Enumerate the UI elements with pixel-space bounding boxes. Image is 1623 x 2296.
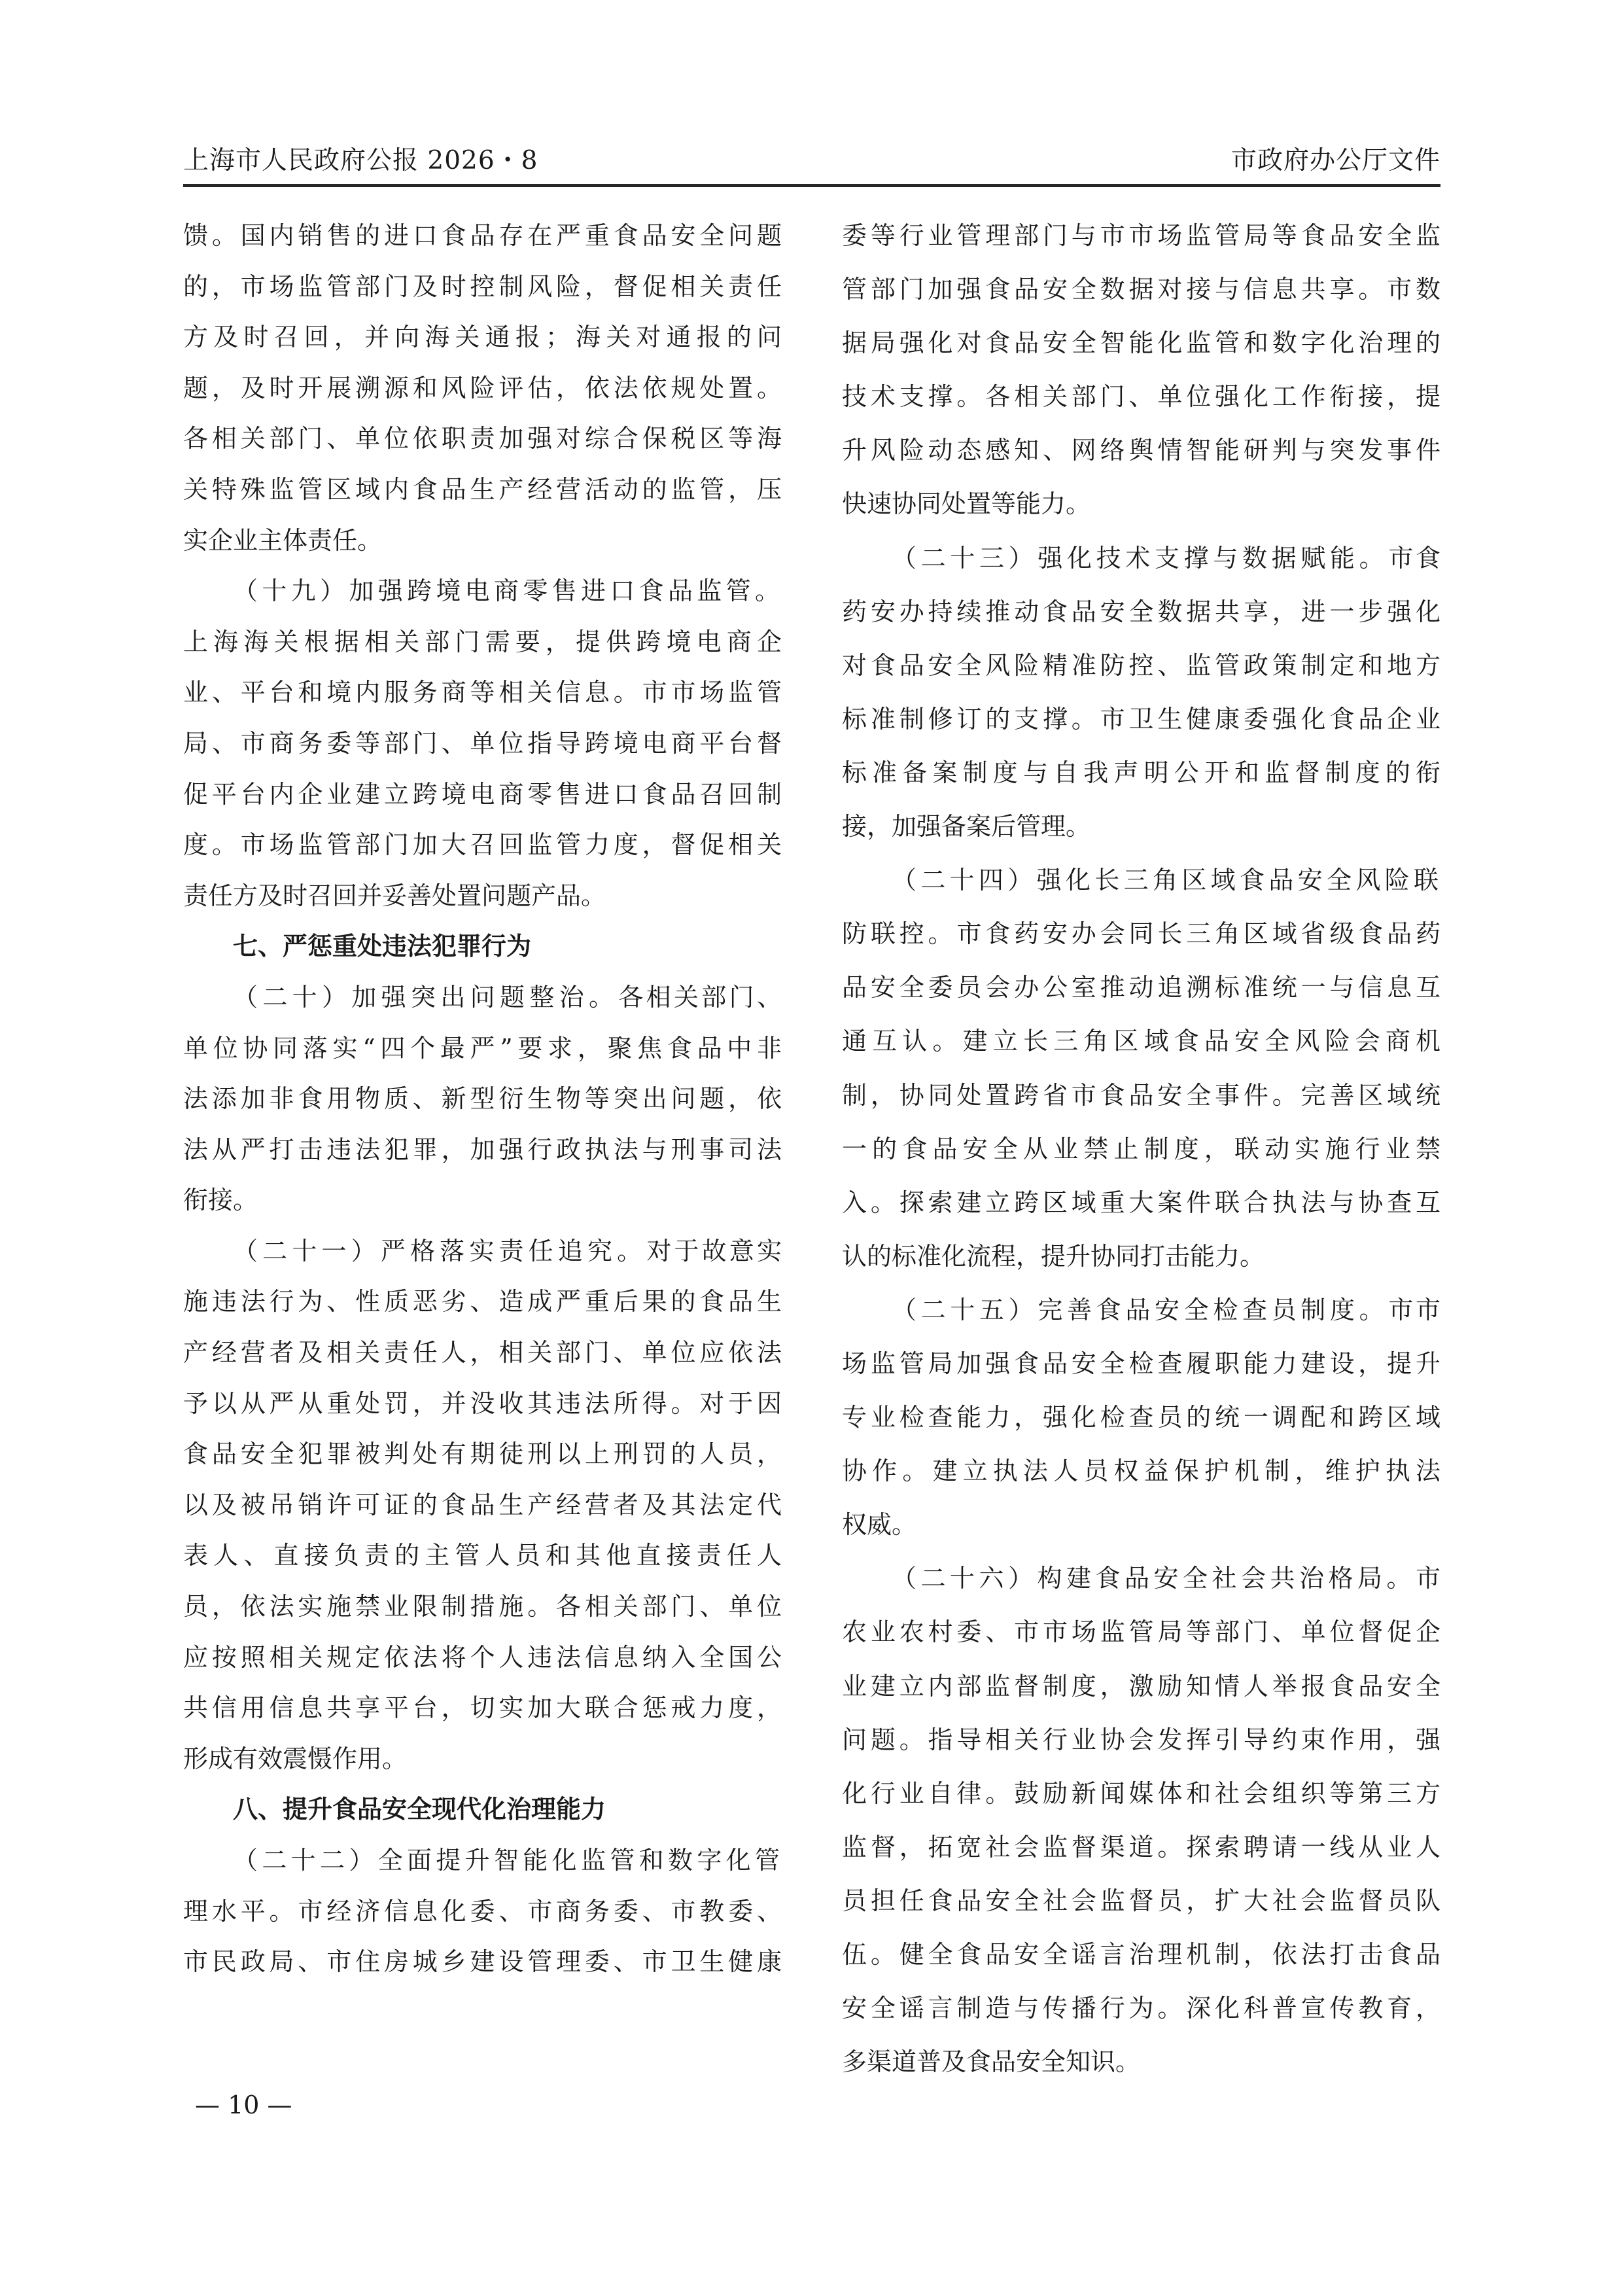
text-line: 技术支撑。各相关部门、单位强化工作衔接，提 (842, 382, 1440, 412)
text-line: 对食品安全风险精准防控、监管政策制定和地方 (842, 650, 1440, 680)
item-title-rest: 市食 (1388, 543, 1440, 573)
text-line: 专业检查能力，强化检查员的统一调配和跨区域 (842, 1403, 1440, 1432)
text-line: 理水平。市经济信息化委、市商务委、市教委、 (183, 1896, 782, 1926)
text-line: 馈。国内销售的进口食品存在严重食品安全问题 (183, 221, 782, 250)
text-line: 以及被吊销许可证的食品生产经营者及其法定代 (183, 1490, 782, 1519)
text-line: 度。市场监管部门加大召回监管力度，督促相关 (183, 830, 782, 860)
running-header (183, 140, 1440, 173)
text-line: 权威。 (842, 1510, 917, 1540)
item-title: （二十五）完善食品安全检查员制度。 (892, 1295, 1389, 1324)
paragraph (183, 216, 782, 571)
text-line: 据局强化对食品安全智能化监管和数字化治理的 (842, 328, 1440, 358)
item-first-line (183, 978, 782, 1029)
item-title: （二十三）强化技术支撑与数据赋能。 (892, 543, 1389, 573)
left-column (183, 216, 782, 1993)
text-line: 法从严打击违法犯罪，加强行政执法与刑事司法 (183, 1135, 782, 1164)
item-title-rest: 对于故意实 (646, 1236, 782, 1265)
text-line: 局、市商务委等部门、单位指导跨境电商平台督 (183, 728, 782, 758)
text-line: 市民政局、市住房城乡建设管理委、市卫生健康 (183, 1947, 782, 1977)
text-line: 各相关部门、单位依职责加强对综合保税区等海 (183, 424, 782, 453)
text-line: 升风险动态感知、网络舆情智能研判与突发事件 (842, 436, 1440, 465)
text-line: 药安办持续推动食品安全数据共享，进一步强化 (842, 597, 1440, 626)
paragraph (842, 1290, 1440, 1559)
section-heading-block (183, 927, 782, 978)
text-line: 法添加非食用物质、新型衍生物等突出问题，依 (183, 1084, 782, 1114)
text-line: 方及时召回，并向海关通报；海关对通报的问 (183, 323, 782, 352)
text-line: 予以从严从重处罚，并没收其违法所得。对于因 (183, 1388, 782, 1418)
text-line: 促平台内企业建立跨境电商零售进口食品召回制 (183, 779, 782, 809)
text-line: 应按照相关规定依法将个人违法信息纳入全国公 (183, 1642, 782, 1672)
text-line: 品安全委员会办公室推动追溯标准统一与信息互 (842, 973, 1440, 1002)
text-line: 标准制修订的支撑。市卫生健康委强化食品企业 (842, 704, 1440, 733)
paragraph (183, 571, 782, 927)
item-first-line (842, 1559, 1440, 1612)
item-title: （十九）加强跨境电商零售进口食品监管。 (233, 576, 782, 606)
text-line: 食品安全犯罪被判处有期徒刑以上刑罚的人员， (183, 1439, 782, 1469)
paragraph (183, 1841, 782, 1993)
text-line: 题，及时开展溯源和风险评估，依法依规处置。 (183, 373, 782, 402)
text-line: 农业农村委、市市场监管局等部门、单位督促企 (842, 1617, 1440, 1647)
item-first-line (842, 860, 1440, 914)
text-line: 接，加强备案后管理。 (842, 812, 1091, 841)
paragraph (842, 216, 1440, 539)
text-line: 业、平台和境内服务商等相关信息。市市场监管 (183, 678, 782, 707)
item-first-line (183, 1841, 782, 1892)
text-line: 通互认。建立长三角区域食品安全风险会商机 (842, 1027, 1440, 1056)
text-line: 认的标准化流程，提升协同打击能力。 (842, 1241, 1265, 1271)
text-line: 场监管局加强食品安全检查履职能力建设，提升 (842, 1349, 1440, 1378)
text-line: 伍。健全食品安全谣言治理机制，依法打击食品 (842, 1940, 1440, 1969)
text-line: 化行业自律。鼓励新闻媒体和社会组织等第三方 (842, 1778, 1440, 1808)
page-number: — 10 — (195, 2091, 292, 2119)
text-line: 快速协同处置等能力。 (842, 489, 1091, 519)
text-line: 一的食品安全从业禁止制度，联动实施行业禁 (842, 1134, 1440, 1163)
text-line: 产经营者及相关责任人，相关部门、单位应依法 (183, 1338, 782, 1368)
paragraph (183, 978, 782, 1231)
publication-title: 上海市人民政府公报 2026・8 (183, 146, 538, 175)
text-line: 标准备案制度与自我声明公开和监督制度的衔 (842, 758, 1440, 787)
text-line: 制，协同处置跨省市食品安全事件。完善区域统 (842, 1080, 1440, 1110)
text-line: 上海海关根据相关部门需要，提供跨境电商企 (183, 627, 782, 656)
text-line: 业建立内部监督制度，激励知情人举报食品安全 (842, 1671, 1440, 1701)
text-line: 表人、直接负责的主管人员和其他直接责任人 (183, 1541, 782, 1570)
text-line: 责任方及时召回并妥善处置问题产品。 (183, 881, 606, 910)
item-title: （二十四）强化长三角区域食品安全风险联 (892, 866, 1440, 895)
header-rule (183, 184, 1440, 187)
item-first-line (842, 539, 1440, 592)
item-title: （二十）加强突出问题整治。 (233, 982, 619, 1012)
text-line: 施违法行为、性质恶劣、造成严重后果的食品生 (183, 1287, 782, 1316)
text-line: 单位协同落实“四个最严”要求，聚焦食品中非 (183, 1033, 782, 1063)
text-line: 员，依法实施禁业限制措施。各相关部门、单位 (183, 1592, 782, 1621)
paragraph (842, 1559, 1440, 2096)
text-line: 形成有效震慑作用。 (183, 1744, 408, 1773)
text-line: 委等行业管理部门与市市场监管局等食品安全监 (842, 221, 1440, 250)
text-line: 实企业主体责任。 (183, 525, 383, 555)
right-column (842, 216, 1440, 2096)
text-line: 监督，拓宽社会监督渠道。探索聘请一线从业人 (842, 1832, 1440, 1862)
item-title: （二十六）构建食品安全社会共治格局。 (892, 1564, 1416, 1593)
text-line: 多渠道普及食品安全知识。 (842, 2047, 1141, 2077)
item-first-line (183, 571, 782, 622)
text-line: 衔接。 (183, 1186, 258, 1215)
section-title: 市政府办公厅文件 (1230, 146, 1440, 175)
text-line: 防联控。市食药安办会同长三角区域省级食品药 (842, 919, 1440, 949)
text-line: 协作。建立执法人员权益保护机制，维护执法 (842, 1457, 1440, 1486)
text-line: 入。探索建立跨区域重大案件联合执法与协查互 (842, 1188, 1440, 1217)
item-title-rest: 市市 (1388, 1295, 1440, 1324)
item-first-line (842, 1290, 1440, 1344)
section-heading-block (183, 1790, 782, 1841)
text-line: 关特殊监管区域内食品生产经营活动的监管，压 (183, 474, 782, 504)
item-first-line (183, 1231, 782, 1282)
section-heading: 八、提升食品安全现代化治理能力 (233, 1795, 606, 1824)
paragraph (183, 1231, 782, 1790)
item-title: （二十一）严格落实责任追究。 (233, 1236, 647, 1265)
text-line: 管部门加强食品安全数据对接与信息共享。市数 (842, 275, 1440, 304)
text-line: 的，市场监管部门及时控制风险，督促相关责任 (183, 272, 782, 301)
text-line: 问题。指导相关行业协会发挥引导约束作用，强 (842, 1725, 1440, 1754)
paragraph (842, 860, 1440, 1290)
section-heading: 七、严惩重处违法犯罪行为 (233, 932, 532, 961)
text-line: 安全谣言制造与传播行为。深化科普宣传教育， (842, 1994, 1440, 2023)
item-title: （二十二）全面提升智能化监管和数字化管 (233, 1846, 782, 1875)
text-line: 共信用信息共享平台，切实加大联合惩戒力度， (183, 1693, 782, 1723)
paragraph (842, 539, 1440, 861)
text-line: 员担任食品安全社会监督员，扩大社会监督员队 (842, 1886, 1440, 1915)
item-title-rest: 市 (1415, 1564, 1440, 1593)
item-title-rest: 各相关部门、 (618, 982, 782, 1012)
